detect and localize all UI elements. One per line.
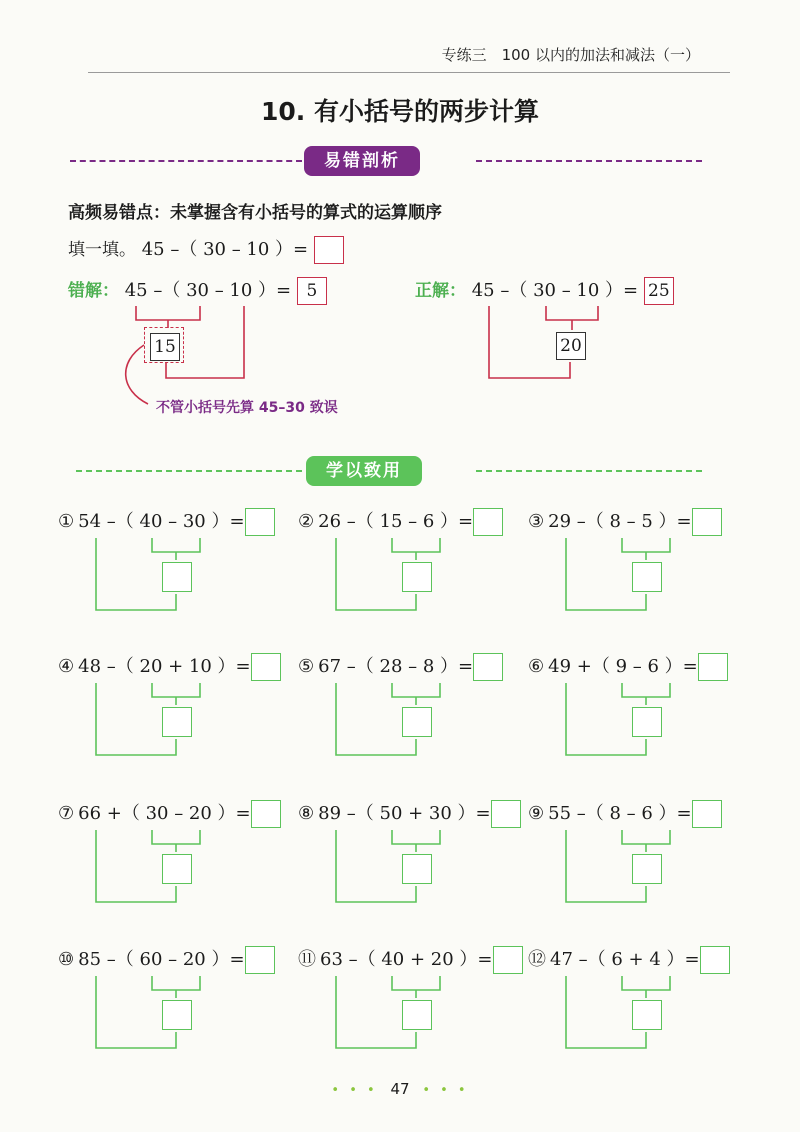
- exercise-item: [58, 800, 288, 930]
- exercise-tree-lines: [58, 946, 288, 1076]
- exercise-tree-lines: [58, 653, 288, 783]
- right-arrows: [0, 0, 800, 440]
- outer-bracket-line: [96, 538, 176, 610]
- prompt-expression: 45 –（ 30 – 10 ）=: [141, 239, 309, 260]
- inner-bracket-line: [622, 683, 670, 697]
- inner-bracket-line: [622, 538, 670, 552]
- section2-badge: 学以致用: [306, 456, 422, 486]
- right-answer-box: 25: [644, 277, 674, 305]
- exercise-expression: 67 –（ 28 – 8 ）=: [318, 656, 474, 677]
- exercise-number: ⑤: [298, 656, 315, 677]
- exercise-item: [58, 508, 288, 638]
- exercise-tree-lines: [528, 946, 758, 1076]
- exercise-item: [58, 653, 288, 783]
- exercise-number: ⑧: [298, 803, 315, 824]
- wrong-expression: 45 –（ 30 – 10 ）=: [124, 280, 292, 301]
- section2-dash-right: [476, 470, 702, 472]
- outer-bracket-line: [336, 538, 416, 610]
- outer-bracket-line: [566, 538, 646, 610]
- outer-bracket-line: [566, 683, 646, 755]
- inner-bracket-line: [622, 830, 670, 844]
- exercise-expression: 54 –（ 40 – 30 ）=: [78, 511, 245, 532]
- exercise-expression: 85 –（ 60 – 20 ）=: [78, 949, 245, 970]
- footer-dots-right: • • •: [422, 1083, 469, 1098]
- exercise-number: ⑨: [528, 803, 545, 824]
- inner-bracket-line: [152, 683, 200, 697]
- exercise-expression: 66 +（ 30 – 20 ）=: [78, 803, 251, 824]
- exercise-tree-lines: [528, 800, 758, 930]
- outer-bracket-line: [336, 976, 416, 1048]
- exercise-item: [298, 653, 528, 783]
- inner-bracket-line: [392, 976, 440, 990]
- right-intermediate-box: 20: [556, 332, 586, 360]
- exercise-item: [528, 508, 758, 638]
- exercise-tree-lines: [298, 653, 528, 783]
- right-label: 正解：: [415, 281, 466, 301]
- prompt-label: 填一填。: [68, 240, 136, 260]
- exercise-number: ⑦: [58, 803, 75, 824]
- exercise-number: ⑫: [528, 949, 546, 970]
- outer-bracket-line: [96, 683, 176, 755]
- exercise-item: [528, 800, 758, 930]
- outer-bracket-line: [336, 683, 416, 755]
- exercise-expression: 29 –（ 8 – 5 ）=: [548, 511, 692, 532]
- exercise-item: [298, 800, 528, 930]
- exercise-item: [298, 946, 528, 1076]
- section1-badge: 易错剖析: [304, 146, 420, 176]
- exercise-expression: 89 –（ 50 + 30 ）=: [318, 803, 491, 824]
- inner-bracket-line: [392, 683, 440, 697]
- inner-bracket-line: [622, 976, 670, 990]
- right-expression: 45 –（ 30 – 10 ）=: [471, 280, 639, 301]
- wrong-label: 错解：: [68, 281, 119, 301]
- exercise-expression: 48 –（ 20 + 10 ）=: [78, 656, 251, 677]
- inner-bracket-line: [152, 538, 200, 552]
- exercise-tree-lines: [298, 800, 528, 930]
- inner-bracket-line: [392, 538, 440, 552]
- exercise-number: ②: [298, 511, 315, 532]
- exercise-tree-lines: [58, 508, 288, 638]
- outer-bracket-line: [566, 830, 646, 902]
- exercise-number: ③: [528, 511, 545, 532]
- exercise-number: ⑩: [58, 949, 75, 970]
- outer-bracket-line: [96, 830, 176, 902]
- inner-bracket-line: [392, 830, 440, 844]
- wrong-note: 不管小括号先算 45–30 致误: [156, 400, 338, 416]
- inner-bracket-line: [152, 830, 200, 844]
- exercise-item: [58, 946, 288, 1076]
- error-point-subtitle: 高频易错点：未掌握含有小括号的算式的运算顺序: [68, 203, 442, 223]
- exercise-expression: 55 –（ 8 – 6 ）=: [548, 803, 692, 824]
- exercise-number: ⑥: [528, 656, 545, 677]
- exercise-item: [528, 653, 758, 783]
- outer-bracket-line: [336, 830, 416, 902]
- page-footer: [0, 1080, 800, 1098]
- outer-bracket-line: [96, 976, 176, 1048]
- running-header: 专练三 100 以内的加法和减法（一）: [441, 46, 700, 64]
- page-title: 10. 有小括号的两步计算: [261, 97, 539, 126]
- page-number: 47: [390, 1080, 410, 1098]
- exercise-expression: 49 +（ 9 – 6 ）=: [548, 656, 698, 677]
- exercise-tree-lines: [528, 508, 758, 638]
- wrong-intermediate-box: 15: [150, 333, 180, 361]
- exercise-tree-lines: [58, 800, 288, 930]
- exercise-number: ④: [58, 656, 75, 677]
- wrong-answer-box: 5: [297, 277, 327, 305]
- footer-dots-left: • • •: [331, 1083, 378, 1098]
- exercise-number: ⑪: [298, 949, 316, 970]
- section2-dash-left: [76, 470, 302, 472]
- exercise-expression: 47 –（ 6 + 4 ）=: [550, 949, 700, 970]
- exercise-expression: 26 –（ 15 – 6 ）=: [318, 511, 474, 532]
- exercise-expression: 63 –（ 40 + 20 ）=: [320, 949, 493, 970]
- exercise-number: ①: [58, 511, 75, 532]
- exercise-tree-lines: [298, 508, 528, 638]
- outer-bracket-line: [566, 976, 646, 1048]
- exercise-item: [298, 508, 528, 638]
- exercise-tree-lines: [528, 653, 758, 783]
- inner-bracket-line: [152, 976, 200, 990]
- exercise-tree-lines: [298, 946, 528, 1076]
- exercise-item: [528, 946, 758, 1076]
